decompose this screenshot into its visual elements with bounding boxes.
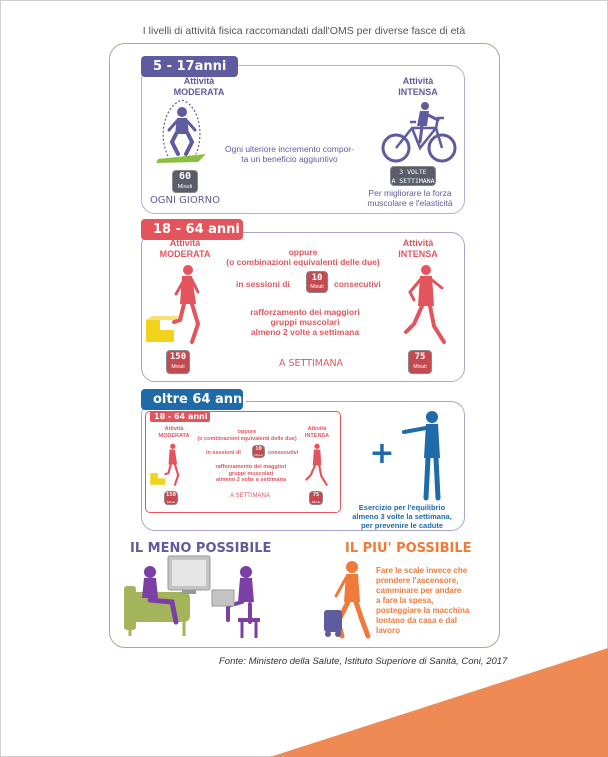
skipping-child-icon — [152, 96, 212, 166]
young-intense-title: Attività INTENSA — [398, 76, 438, 97]
plus-sign: + — [369, 436, 395, 471]
age-label-18-64: 18 - 64 anni — [141, 219, 243, 240]
adult-moderate-unit: Minuti — [171, 364, 185, 370]
young-moderate-value: 60 — [178, 171, 192, 182]
stair-climber-icon — [146, 262, 212, 348]
more-possible-text: Fare le scale invece che prendere l'ascensore, camminare per andare a fare la spesa, posteggiare la macchina lontano da casa e dal lavoro — [376, 566, 470, 635]
source-note: Fonte: Ministero della Salute, Istituto Superiore di Sanità, Coni, 2017 — [219, 656, 508, 667]
senior-strength-text: rafforzamento dei maggiori gruppi muscolari almeno 2 volte a settimana — [215, 464, 287, 484]
adult-strength-text: rafforzamento dei maggiori gruppi muscolari almeno 2 volte a settimana — [250, 307, 360, 338]
walking-person-icon — [322, 560, 374, 640]
adult-moderate-badge — [166, 350, 190, 374]
adult-sessions-badge — [306, 271, 328, 293]
adult-intense-badge — [408, 350, 432, 374]
senior-moderate-unit: Minuti — [166, 499, 175, 504]
senior-moderate-title: Attività MODERATA — [158, 426, 190, 439]
senior-or-text: oppure (o combinazioni equivalenti delle due) — [197, 429, 297, 442]
adult-sessions-unit: Minuti — [310, 284, 324, 290]
less-possible-title: IL MENO POSSIBILE — [130, 541, 272, 556]
adult-intense-unit: Minuti — [413, 364, 427, 370]
senior-inner-label: 18 - 64 anni — [150, 411, 210, 422]
adult-or-text: oppure (o combinazioni equivalenti delle due) — [226, 247, 380, 268]
young-moderate-title: Attività MODERATA — [173, 76, 225, 97]
senior-intense-title: Attività INTENSA — [304, 426, 330, 439]
young-intense-note: Per migliorare la forza muscolare e l'elasticità — [367, 188, 453, 209]
runner-icon — [400, 262, 448, 348]
senior-sessions-value: 10 — [255, 446, 262, 452]
young-center-note: Ogni ulteriore incremento compor- ta un beneficio aggiuntivo — [225, 144, 354, 165]
adult-sessions-prefix: in sessioni di — [236, 279, 290, 289]
senior-intense-value: 75 — [312, 492, 320, 498]
cyclist-icon — [380, 102, 460, 164]
adult-weekly: A SETTIMANA — [278, 358, 344, 369]
adult-moderate-title: Attività MODERATA — [159, 238, 211, 259]
age-label-over-64: oltre 64 anni — [141, 389, 243, 410]
young-intense-value: 3 VOLTE A SETTIMANA — [391, 168, 435, 185]
senior-sessions-prefix: in sessioni di — [206, 450, 241, 456]
senior-intense-badge — [309, 491, 323, 505]
adult-moderate-value: 150 — [169, 352, 187, 362]
age-label-5-17: 5 - 17anni — [141, 56, 238, 77]
senior-sessions-badge — [252, 445, 265, 458]
adult-intense-title: Attività INTENSA — [398, 238, 438, 259]
senior-weekly: A SETTIMANA — [230, 493, 270, 499]
sedentary-people-icon — [120, 556, 270, 640]
adult-sessions-value: 10 — [311, 273, 323, 283]
small-runner-icon — [303, 442, 329, 488]
senior-moderate-badge — [164, 491, 178, 505]
senior-sessions-suffix: consecutivi — [268, 450, 299, 456]
senior-intense-unit: Minuti — [311, 499, 320, 504]
adult-intense-value: 75 — [414, 352, 426, 362]
adult-sessions-suffix: consecutivi — [334, 279, 381, 289]
young-moderate-unit: Minuti — [177, 184, 193, 190]
balance-person-icon — [402, 410, 452, 500]
senior-moderate-value: 150 — [166, 492, 176, 498]
young-intense-badge — [390, 166, 436, 186]
young-moderate-badge — [172, 170, 198, 193]
more-possible-title: IL PIU' POSSIBILE — [345, 541, 472, 556]
balance-text: Esercizio per l'equilibrio almeno 3 volte la settimana, per prevenire le cadute — [352, 503, 452, 530]
young-frequency: OGNI GIORNO — [149, 195, 221, 206]
senior-sessions-unit: Minuti — [254, 453, 263, 457]
infographic-title: I livelli di attività fisica raccomandati dall'OMS per diverse fasce di età — [142, 25, 466, 37]
small-stair-climber-icon — [150, 442, 186, 488]
